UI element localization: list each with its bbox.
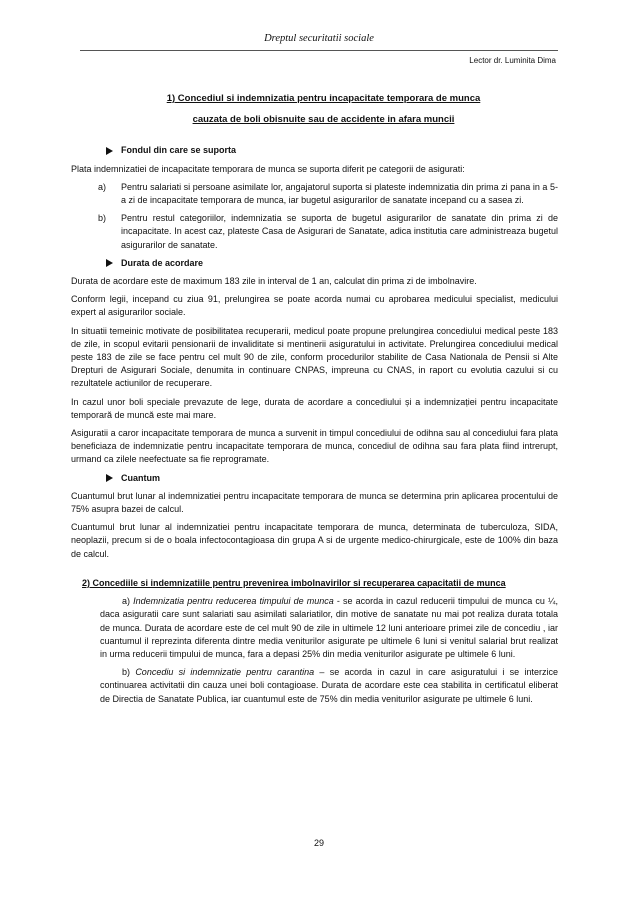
paragraph: In situatii temeinic motivate de posibilitatea recuperarii, medicul poate propune prelungirea concediului medical peste 183 de zile, in scopul evitarii pensionarii de invaliditate si mentinerii asiguratului in activitate. Prelungirea concediului medical peste 183 de zile se face pentru cel mult 90 de zile, conform procedurilor stabilite de Casa Nationala de Pensii si Alte Drepturi de Asigurari Sociale, denumita in continuare CNPAS, impreuna cu CNAS, in raport cu evolutia cazului si cu rezultatele actiunilor de recuperare. xyxy=(71,325,558,389)
section2-body xyxy=(89,595,558,706)
paragraph: Conform legii, incepand cu ziua 91, prelungirea se poate acorda numai cu aprobarea medicului specialist, medicului expert al asigurarilor sociale. xyxy=(71,294,558,318)
paragraph: Durata de acordare este de maximum 183 zile in interval de 1 an, calculat din prima zi de imbolnavire. xyxy=(71,276,477,287)
subheading-durata xyxy=(106,257,558,270)
header-author: Lector dr. Luminita Dima xyxy=(469,56,556,65)
page-number: 29 xyxy=(313,838,324,848)
item-prefix: a) xyxy=(122,596,134,607)
arrow-bullet-icon xyxy=(106,474,113,482)
header-title: Dreptul securitatii sociale xyxy=(264,33,374,44)
section2-title: 2) Concediile si indemnizatiile pentru prevenirea imbolnavirilor si recuperarea capacitatii de munca xyxy=(82,577,506,588)
item-term: Indemnizatia pentru reducerea timpului de munca xyxy=(133,596,334,607)
section1-title-line2: cauzata de boli obisnuite sau de accidente in afara muncii xyxy=(192,114,455,126)
arrow-bullet-icon xyxy=(106,259,113,267)
subheading-fondul xyxy=(106,144,558,157)
list-marker: b) xyxy=(98,213,107,224)
item-text: - se acorda in cazul reducerii timpului de munca cu ¼, daca asiguratii care sunt salariati sau asimilati salariatilor, din motive de sanatate nu mai pot realiza durata totala de munca. Durata de acordare este de cel mult 90 de zile in ultimele 12 luni anterioare primei zile de concediu , iar cuantumul il reprezinta diferenta dintre media veniturilor asigurate pe ultimele 6 luni si venitul salarial brut realizat in urma reducerii timpului de munca, fara a depasi 25% din media veniturilor asigurate pe ultimele 6 luni. xyxy=(100,596,558,659)
section1-title-line1: 1) Concediul si indemnizatia pentru incapacitate temporara de munca xyxy=(166,93,481,104)
arrow-bullet-icon xyxy=(106,147,113,155)
durata-block xyxy=(71,275,558,467)
header-rule xyxy=(80,50,558,51)
paragraph: Cuantumul brut lunar al indemnizatiei pentru incapacitate temporara de munca se determina prin aplicarea procentului de 75% asupra bazei de calcul. xyxy=(71,490,558,515)
subheading-label: Cuantum xyxy=(121,472,160,483)
item-term: Concediu si indemnizatie pentru carantina xyxy=(135,667,315,678)
paragraph-b xyxy=(100,666,558,706)
subheading-label: Fondul din care se suporta xyxy=(121,145,237,156)
subheading-cuantum xyxy=(106,472,558,485)
list-item-text: Pentru salariati si persoane asimilate lor, angajatorul suporta si plateste indemnizatia din prima zi pana in a 5-a zi de incapacitate temporara de munca, iar bugetul asigurarilor de sanatate incepand cu a sasea zi. xyxy=(121,181,558,206)
paragraph-a xyxy=(100,595,558,661)
list-marker: a) xyxy=(98,181,107,192)
subheading-label: Durata de acordare xyxy=(121,257,204,268)
page-body xyxy=(71,92,558,711)
paragraph: Cuantumul brut lunar al indemnizatiei pentru incapacitate temporara de munca, determinata de tuberculoza, SIDA, neoplazii, precum si de o boala infectocontagioasa din grupa A si de urgente medico-chirurgicale, este de 100% din baza de calcul. xyxy=(71,522,558,559)
paragraph: Plata indemnizatiei de incapacitate temporara de munca se suporta diferit pe categorii de asigurati: xyxy=(71,163,465,174)
paragraph: Asiguratii a caror incapacitate temporara de munca a survenit in timpul concediului de odihna sau al concediului fara plata beneficiaza de indemnizatie pentru incapacitate temporara de munca, concediul de odihna sau fara plata fiind intrerupt, urmand ca zilele neefectuate sa fie reprogramate. xyxy=(71,428,558,465)
cuantum-block xyxy=(71,490,558,561)
paragraph: In cazul unor boli speciale prevazute de lege, durata de acordare a concediului și a indemnizației pentru incapacitate temporară de muncă este mai mare. xyxy=(71,396,558,420)
item-prefix: b) xyxy=(122,667,136,678)
item-text: – se acorda in cazul in care asiguratului i se interzice continuarea activitatii din cauza unei boli contagioase. Durata de acordare este cea stabilita in certificatul eliberat de Directia de Sanatate Publica, iar cuantumul este de 75% din media veniturilor asigurate pe ultimele 6 luni. xyxy=(100,667,558,704)
list-item-a xyxy=(89,181,558,207)
list-item-b xyxy=(89,212,558,252)
list-item-text: Pentru restul categoriilor, indemnizatia se suporta de bugetul asigurarilor de sanatate din prima zi de incapacitate. In acest caz, plateste Casa de Asigurari de Sanatate, adica institutia care administreaza bugetul asigurarilor de sanatate. xyxy=(121,213,558,250)
